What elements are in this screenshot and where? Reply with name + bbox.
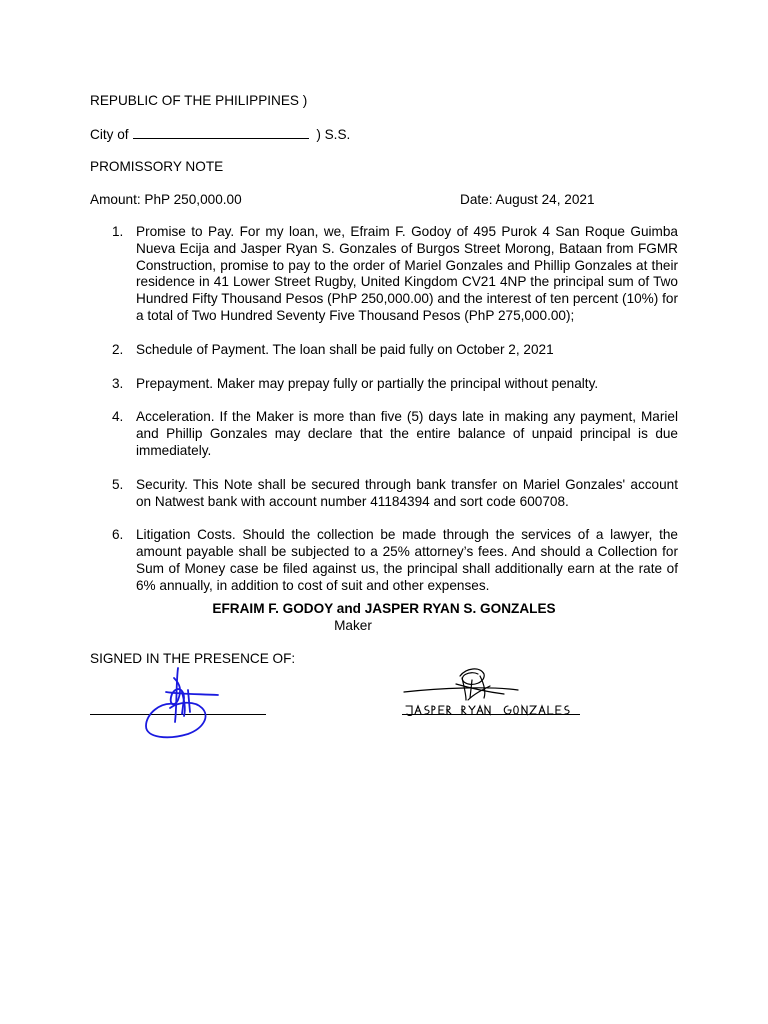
term-item <box>112 342 678 359</box>
term-item <box>112 224 678 325</box>
right-signature-ink <box>404 669 518 700</box>
term-number: 6. <box>112 527 124 543</box>
term-text: Litigation Costs. Should the collection be made through the services of a lawyer, the amount payable shall be subjected to a 25% attorney’s fees. And should a Collection for Sum of Money case be filed against us, the principal shall additionally earn at the rate of 6% annually, in addition to cost of suit and other expenses. <box>136 527 678 593</box>
city-line <box>90 126 350 144</box>
signed-presence-label: SIGNED IN THE PRESENCE OF: <box>90 651 296 666</box>
maker-names: EFRAIM F. GODOY and JASPER RYAN S. GONZALES <box>212 601 556 616</box>
term-item <box>112 409 678 459</box>
term-item <box>112 527 678 594</box>
term-text: Schedule of Payment. The loan shall be paid fully on October 2, 2021 <box>136 341 554 357</box>
term-number: 2. <box>112 341 124 357</box>
city-suffix: ) S.S. <box>316 127 351 142</box>
republic-line: REPUBLIC OF THE PHILIPPINES ) <box>90 93 308 108</box>
term-number: 3. <box>112 375 124 391</box>
term-number: 5. <box>112 476 124 492</box>
term-text: Prepayment. Maker may prepay fully or partially the principal without penalty. <box>136 375 599 391</box>
term-text: Promise to Pay. For my loan, we, Efraim F. Godoy of 495 Purok 4 San Roque Guimba Nueva Ecija and Jasper Ryan S. Gonzales of Burgos Street Morong, Bataan from FGMR Construction, promise to pay to the order of Mariel Gonzales and Phillip Gonzales at their residence in 41 Lower Street Rugby, United Kingdom CV21 4NP the principal sum of Two Hundred Fifty Thousand Pesos (PhP 250,000.00) and the interest of ten percent (10%) for a total of Two Hundred Seventy Five Thousand Pesos (PhP 275,000.00); <box>136 224 678 323</box>
term-text: Acceleration. If the Maker is more than five (5) days late in making any payment, Mariel and Phillip Gonzales may declare that the entire balance of unpaid principal is due immediately. <box>136 409 678 458</box>
date-line: Date: August 24, 2021 <box>460 192 595 207</box>
term-number: 1. <box>112 224 124 239</box>
right-signature <box>400 666 584 720</box>
maker-label: Maker <box>334 618 372 633</box>
term-item <box>112 376 678 393</box>
left-signature <box>138 664 228 742</box>
term-text: Security. This Note shall be secured through bank transfer on Mariel Gonzales' account on Natwest bank with account number 41184394 and sort code 600708. <box>136 476 678 509</box>
terms-list <box>112 224 678 612</box>
term-number: 4. <box>112 409 124 425</box>
term-item <box>112 477 678 511</box>
city-prefix: City of <box>90 127 129 142</box>
document-title: PROMISSORY NOTE <box>90 159 224 174</box>
right-signature-lettering <box>406 706 569 716</box>
left-signature-ink <box>146 668 218 737</box>
amount-line: Amount: PhP 250,000.00 <box>90 192 242 207</box>
city-blank <box>133 126 309 139</box>
